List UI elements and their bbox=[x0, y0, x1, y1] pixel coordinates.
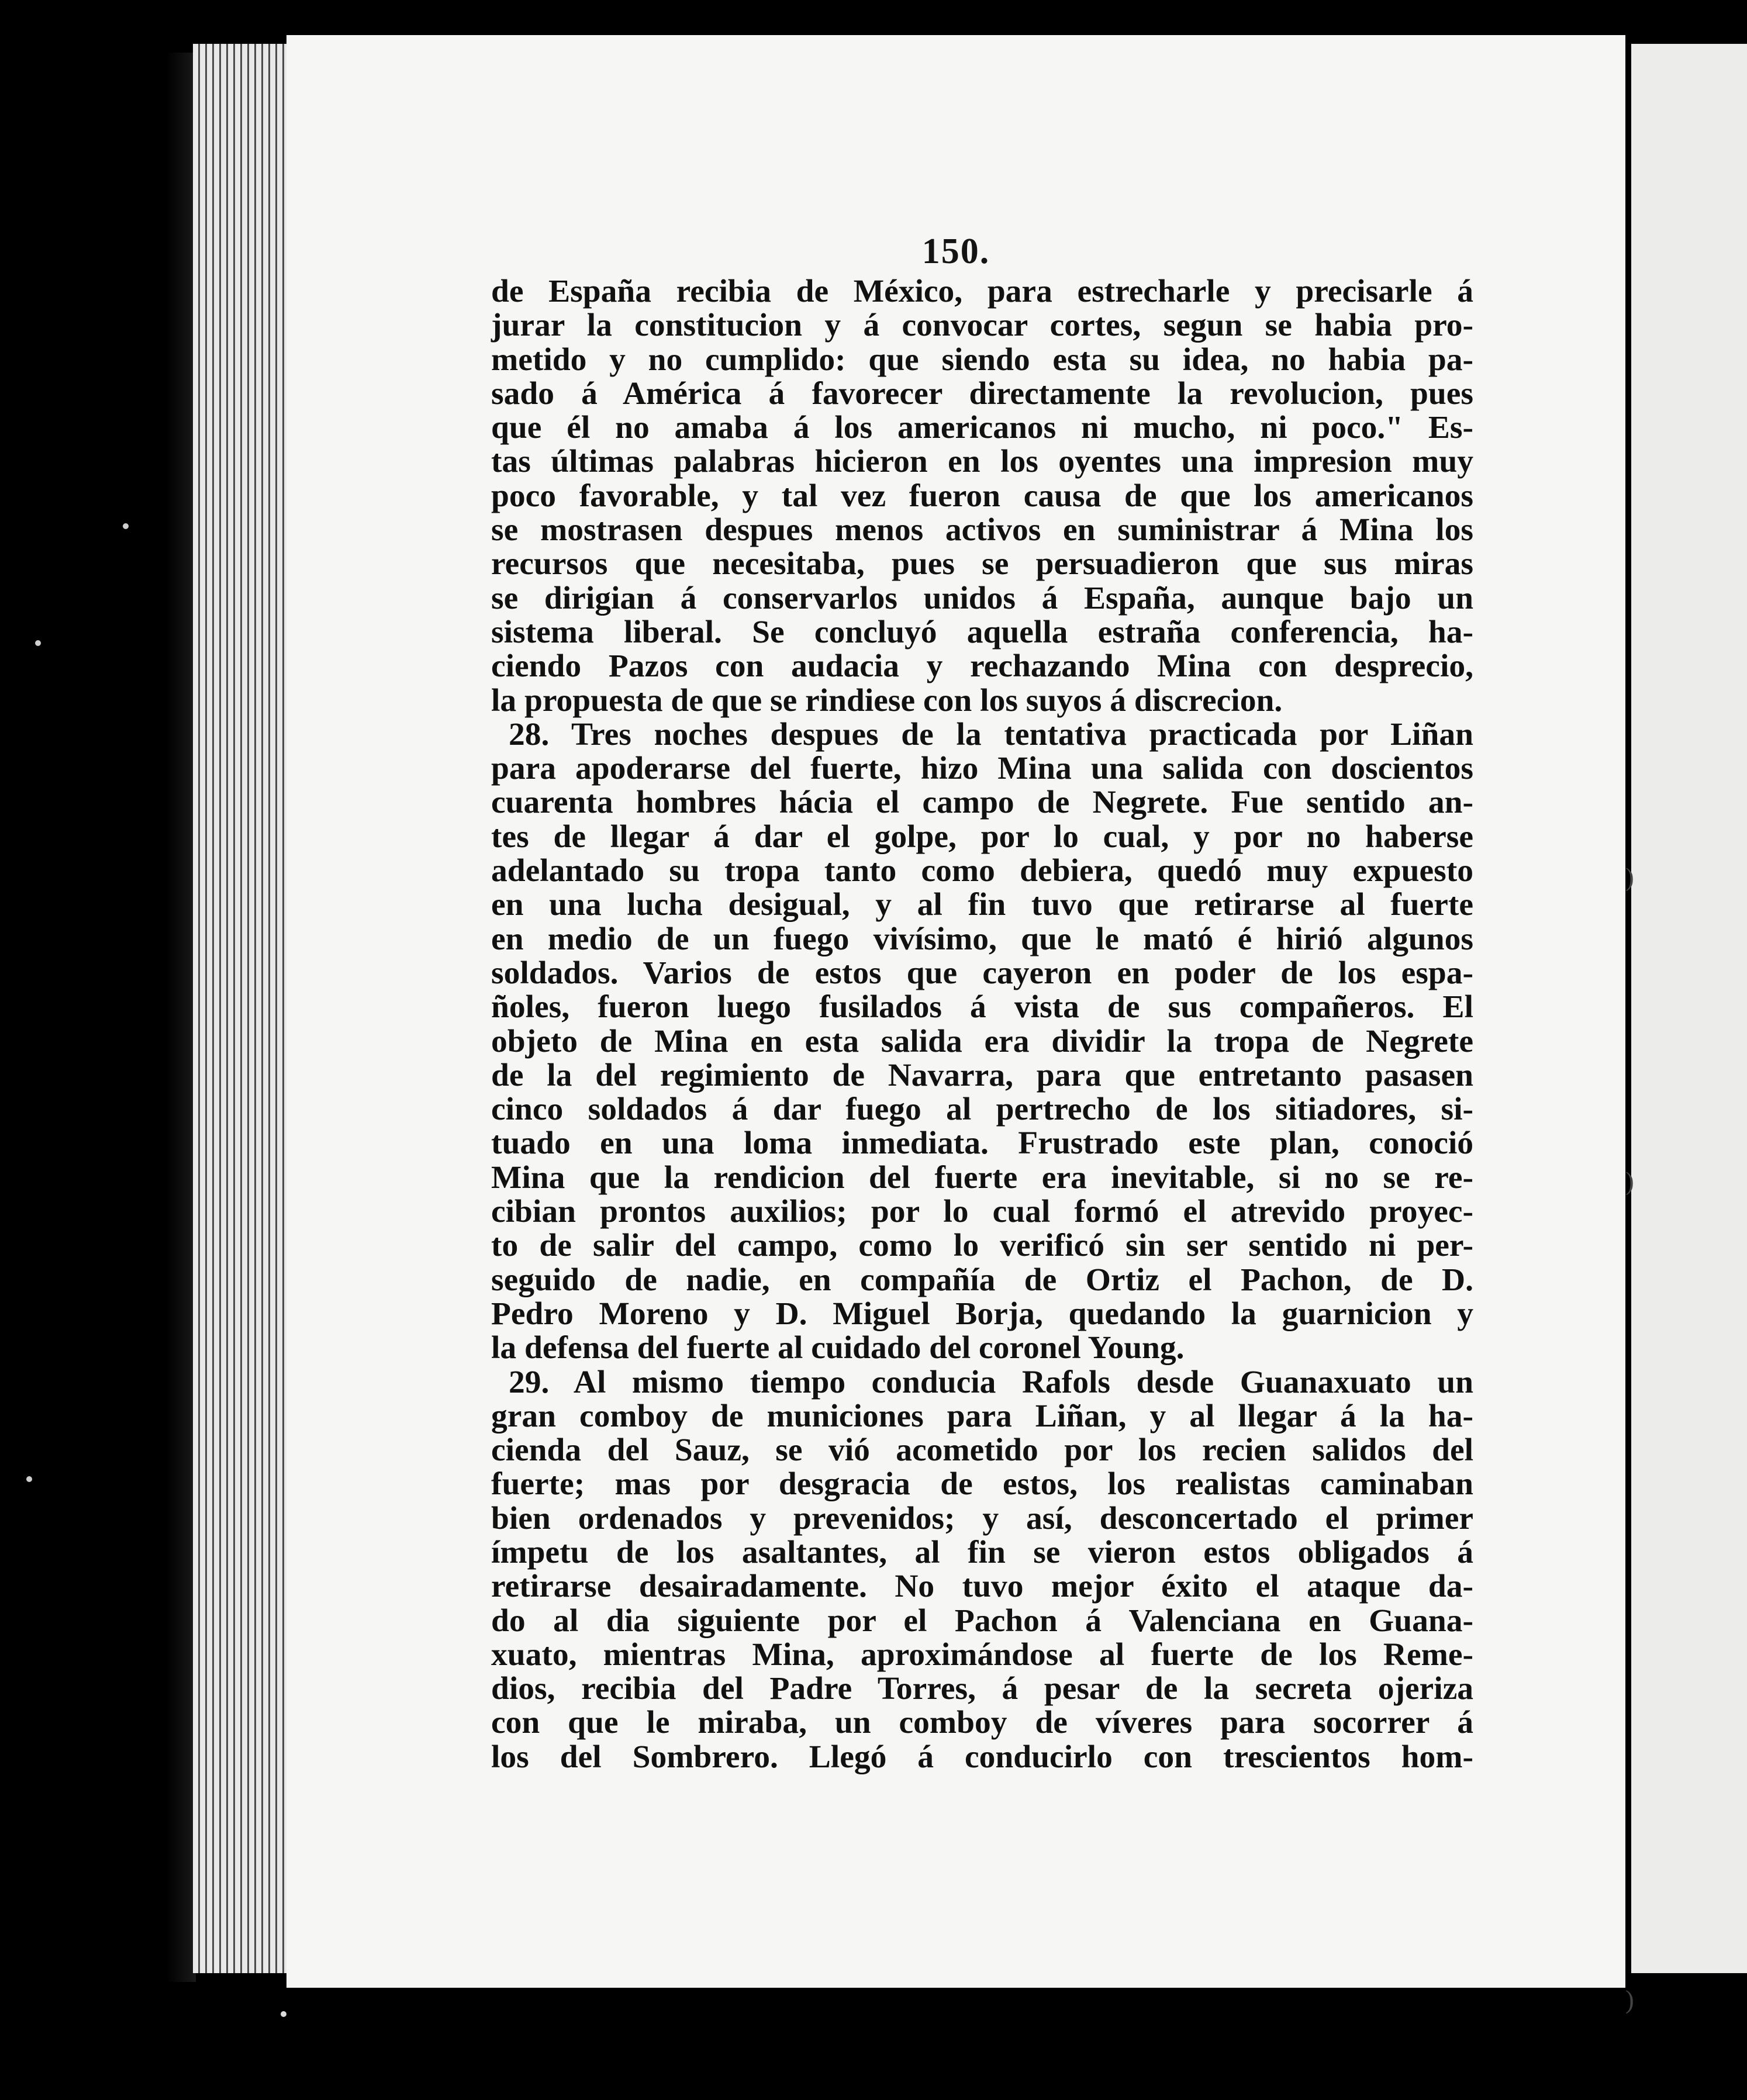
text-line: gran comboy de municiones para Liñan, y al llegar á la ha- bbox=[491, 1398, 1473, 1434]
page-body-text bbox=[491, 275, 1473, 1774]
text-line: cinco soldados á dar fuego al pertrecho de los sitiadores, si- bbox=[491, 1092, 1473, 1128]
text-line: tuado en una loma inmediata. Frustrado este plan, conoció bbox=[491, 1125, 1473, 1162]
text-line: cuarenta hombres hácia el campo de Negrete. Fue sentido an- bbox=[491, 785, 1473, 821]
scan-speck bbox=[35, 640, 41, 646]
text-line: cienda del Sauz, se vió acometido por los recien salidos del bbox=[491, 1432, 1473, 1469]
text-line: soldados. Varios de estos que cayeron en poder de los espa- bbox=[491, 955, 1473, 991]
text-line: para apoderarse del fuerte, hizo Mina una salida con doscientos bbox=[491, 751, 1473, 787]
facing-page-mark: ) bbox=[1625, 1985, 1634, 2014]
facing-page-edge bbox=[1625, 44, 1747, 2014]
text-line: seguido de nadie, en compañía de Ortiz el Pachon, de D. bbox=[491, 1262, 1473, 1298]
text-line: de la del regimiento de Navarra, para que entretanto pasasen bbox=[491, 1057, 1473, 1093]
text-line: con que le miraba, un comboy de víveres para socorrer á bbox=[491, 1705, 1473, 1741]
scan-speck bbox=[123, 523, 129, 529]
page-number: 150. bbox=[921, 232, 990, 271]
facing-page-mark: ) bbox=[1625, 1167, 1634, 1196]
text-line: poco favorable, y tal vez fueron causa de que los americanos bbox=[491, 478, 1473, 514]
text-line: xuato, mientras Mina, aproximándose al fuerte de los Reme- bbox=[491, 1636, 1473, 1673]
text-line: recursos que necesitaba, pues se persuadieron que sus miras bbox=[491, 546, 1473, 582]
text-line: ímpetu de los asaltantes, al fin se vieron estos obligados á bbox=[491, 1534, 1473, 1570]
book-spine-shadow bbox=[167, 53, 196, 1982]
book-page bbox=[286, 35, 1625, 1988]
text-line: jurar la constitucion y á convocar cortes, segun se habia pro- bbox=[491, 308, 1473, 344]
paragraph-29-start: 29. Al mismo tiempo conducia Rafols desde Guanaxuato un bbox=[509, 1364, 1473, 1400]
text-line: sado á América á favorecer directamente la revolucion, pues bbox=[491, 375, 1473, 412]
facing-page-mark: ) bbox=[1625, 863, 1634, 892]
text-line: en una lucha desigual, y al fin tuvo que retirarse al fuerte bbox=[491, 887, 1473, 923]
text-line: sistema liberal. Se concluyó aquella estraña conferencia, ha- bbox=[491, 614, 1473, 650]
text-line: do al dia siguiente por el Pachon á Valenciana en Guana- bbox=[491, 1602, 1473, 1639]
scan-speck bbox=[281, 2011, 286, 2017]
text-line: fuerte; mas por desgracia de estos, los realistas caminaban bbox=[491, 1466, 1473, 1503]
text-line: los del Sombrero. Llegó á conducirlo con trescientos hom- bbox=[491, 1739, 1473, 1775]
text-line: la defensa del fuerte al cuidado del coronel Young. bbox=[491, 1330, 1185, 1366]
text-line: to de salir del campo, como lo verificó sin ser sentido ni per- bbox=[491, 1228, 1473, 1264]
text-line: se dirigian á conservarlos unidos á España, aunque bajo un bbox=[491, 580, 1473, 616]
text-line: Mina que la rendicion del fuerte era inevitable, si no se re- bbox=[491, 1159, 1473, 1196]
text-line: adelantado su tropa tanto como debiera, quedó muy expuesto bbox=[491, 853, 1473, 889]
text-line: tes de llegar á dar el golpe, por lo cual, y por no haberse bbox=[491, 818, 1473, 855]
text-line: metido y no cumplido: que siendo esta su idea, no habia pa- bbox=[491, 341, 1473, 378]
text-line: en medio de un fuego vivísimo, que le mató é hirió algunos bbox=[491, 921, 1473, 957]
text-line: se mostrasen despues menos activos en suministrar á Mina los bbox=[491, 512, 1473, 548]
text-line: ñoles, fueron luego fusilados á vista de sus compañeros. El bbox=[491, 989, 1473, 1025]
text-line: Pedro Moreno y D. Miguel Borja, quedando la guarnicion y bbox=[491, 1296, 1473, 1332]
text-line: dios, recibia del Padre Torres, á pesar de la secreta ojeriza bbox=[491, 1671, 1473, 1707]
text-line: retirarse desairadamente. No tuvo mejor éxito el ataque da- bbox=[491, 1569, 1473, 1605]
text-line: cibian prontos auxilios; por lo cual formó el atrevido proyec- bbox=[491, 1194, 1473, 1230]
book-page-edges bbox=[193, 44, 286, 1973]
text-line: la propuesta de que se rindiese con los suyos á discrecion. bbox=[491, 682, 1283, 719]
text-line: objeto de Mina en esta salida era dividir la tropa de Negrete bbox=[491, 1023, 1473, 1059]
scan-speck bbox=[26, 1476, 32, 1482]
paragraph-28-start: 28. Tres noches despues de la tentativa practicada por Liñan bbox=[509, 716, 1473, 752]
text-line: ciendo Pazos con audacia y rechazando Mina con desprecio, bbox=[491, 648, 1473, 685]
text-line: bien ordenados y prevenidos; y así, desconcertado el primer bbox=[491, 1500, 1473, 1536]
text-line: que él no amaba á los americanos ni mucho, ni poco." Es- bbox=[491, 410, 1473, 446]
text-line: de España recibia de México, para estrecharle y precisarle á bbox=[491, 274, 1473, 309]
text-line: tas últimas palabras hicieron en los oyentes una impresion muy bbox=[491, 444, 1473, 480]
